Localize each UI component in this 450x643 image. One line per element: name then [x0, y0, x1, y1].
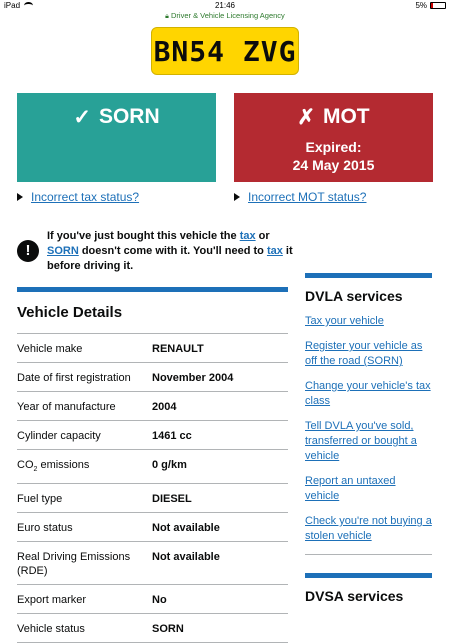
report-untaxed-link[interactable]: Report an untaxed vehicle — [305, 475, 396, 502]
change-tax-class-link[interactable]: Change your vehicle's tax class — [305, 380, 431, 407]
row-value: Not available — [152, 522, 220, 535]
emissions-label: emissions — [37, 459, 90, 471]
site-name: Driver & Vehicle Licensing Agency — [171, 11, 285, 20]
tax-vehicle-link[interactable]: Tax your vehicle — [305, 315, 384, 327]
list-item — [305, 314, 432, 329]
row-key: Euro status — [17, 522, 73, 535]
cross-icon: ✗ — [297, 106, 315, 129]
row-key: Cylinder capacity — [17, 430, 101, 442]
tell-dvla-link[interactable]: Tell DVLA you've sold, transferred or bought a vehicle — [305, 420, 417, 462]
row-key — [17, 450, 152, 483]
list-item — [305, 419, 432, 464]
warning-text-part: If you've just bought this vehicle the — [47, 230, 240, 242]
mot-expiry-date: 24 May 2015 — [292, 157, 375, 173]
vehicle-details-title: Vehicle Details — [17, 292, 288, 334]
dvla-services — [305, 273, 432, 555]
address-bar[interactable] — [0, 11, 450, 21]
mot-expired-label: Expired: — [305, 139, 362, 155]
warning-text-part: it before driving it. — [47, 245, 293, 272]
co-subscript: 2 — [33, 466, 38, 474]
list-item — [305, 514, 432, 544]
incorrect-mot-disclosure[interactable] — [234, 190, 366, 204]
dvsa-services — [305, 573, 432, 614]
row-value: 1461 cc — [152, 430, 192, 442]
warning-message — [17, 229, 297, 274]
row-value: DIESEL — [152, 493, 192, 506]
row-key: Export marker — [17, 594, 87, 607]
row-value: 0 g/km — [152, 459, 187, 471]
warning-text-part: or — [255, 230, 270, 242]
triangle-right-icon — [234, 193, 240, 201]
table-row — [17, 513, 288, 542]
dvsa-services-title: DVSA services — [305, 588, 404, 604]
clock: 21:46 — [214, 1, 236, 10]
row-key: Real Driving Emissions (RDE) — [17, 551, 131, 578]
vehicle-details — [17, 287, 288, 643]
incorrect-tax-link[interactable]: Incorrect tax status? — [31, 190, 140, 204]
row-key: Vehicle make — [17, 343, 83, 355]
warning-text — [47, 229, 297, 274]
row-value: Not available — [152, 551, 220, 564]
mot-status-title: MOT — [322, 105, 370, 128]
number-plate: BN54 ZVG — [151, 27, 299, 75]
list-item — [305, 379, 432, 409]
co-label: CO — [17, 459, 34, 471]
check-icon: ✓ — [73, 106, 91, 129]
tax-link-2[interactable]: tax — [266, 245, 283, 257]
table-row — [17, 450, 288, 484]
table-row — [17, 614, 288, 643]
check-stolen-link[interactable]: Check you're not buying a stolen vehicle — [305, 515, 432, 542]
mot-status-panel — [234, 93, 433, 182]
table-row — [17, 585, 288, 614]
row-value: November 2004 — [152, 372, 234, 384]
incorrect-tax-disclosure[interactable] — [17, 190, 139, 204]
tax-status-panel — [17, 93, 216, 182]
exclamation-icon: ! — [17, 240, 39, 262]
dvla-services-list — [305, 314, 432, 555]
row-value: SORN — [152, 623, 184, 636]
dvla-services-title: DVLA services — [305, 288, 403, 304]
incorrect-mot-link[interactable]: Incorrect MOT status? — [248, 190, 367, 204]
table-row — [17, 542, 288, 585]
table-row — [17, 484, 288, 513]
table-row — [17, 392, 288, 421]
list-item — [305, 339, 432, 369]
battery-icon — [430, 2, 446, 9]
triangle-right-icon — [17, 193, 23, 201]
row-value: RENAULT — [152, 343, 204, 355]
lock-icon: 🔒︎ — [165, 13, 169, 20]
status-bar — [0, 0, 450, 11]
sorn-link[interactable]: SORN — [47, 245, 79, 257]
row-key: Vehicle status — [17, 623, 85, 636]
table-row — [17, 421, 288, 450]
row-value: 2004 — [152, 401, 177, 413]
battery-level: 5% — [415, 1, 427, 10]
row-value: No — [152, 594, 167, 607]
device-name: iPad — [4, 1, 21, 10]
list-item — [305, 474, 432, 504]
register-sorn-link[interactable]: Register your vehicle as off the road (SORN) — [305, 340, 423, 367]
table-row — [17, 363, 288, 392]
warning-text-part: doesn't come with it. You'll need to — [78, 245, 267, 257]
tax-link[interactable]: tax — [239, 230, 256, 242]
row-key: Year of manufacture — [17, 401, 116, 413]
table-row — [17, 334, 288, 363]
row-key: Date of first registration — [17, 372, 131, 384]
row-key: Fuel type — [17, 493, 63, 506]
tax-status-title: SORN — [98, 105, 160, 128]
